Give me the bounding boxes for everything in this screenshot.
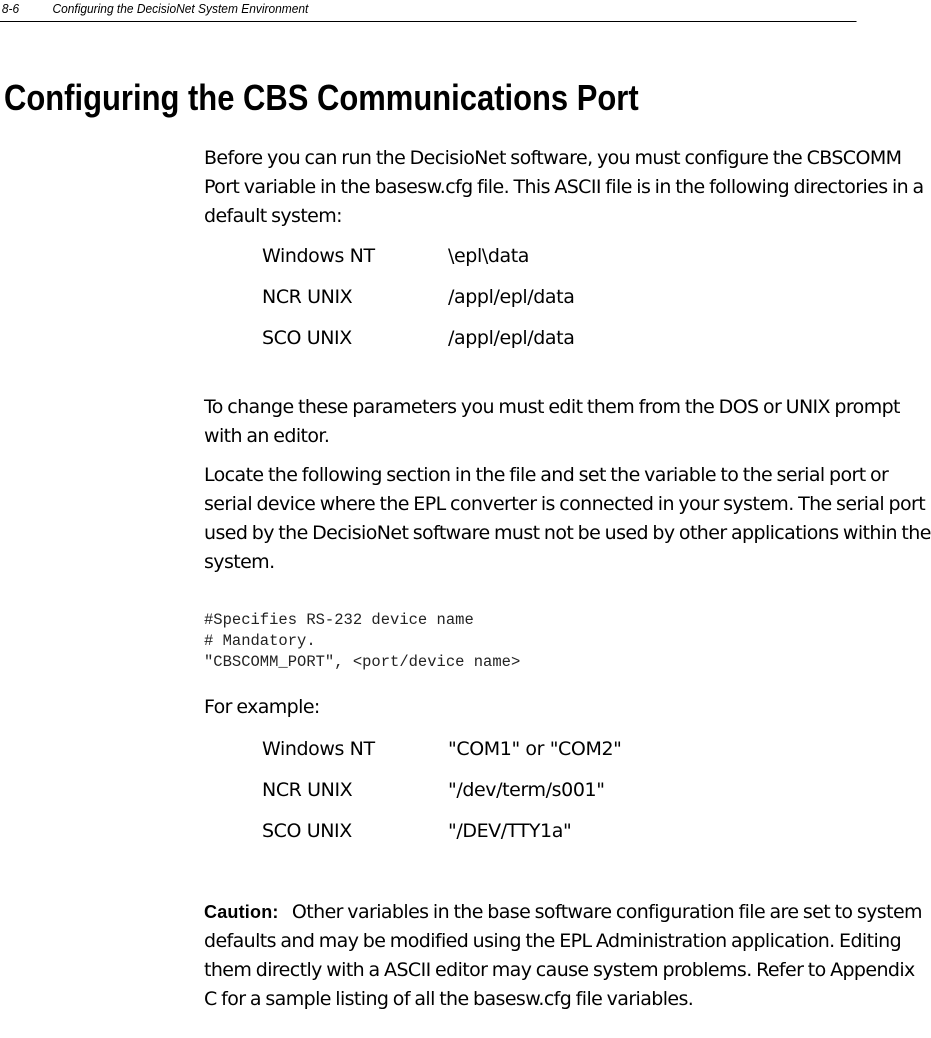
running-header — [0, 0, 857, 22]
os-name: NCR UNIX — [262, 286, 353, 308]
os-name: NCR UNIX — [262, 779, 353, 801]
port-value: "COM1" or "COM2" — [448, 738, 622, 760]
code-line: # Mandatory. — [204, 632, 316, 650]
port-value: "/DEV/TTY1a" — [448, 820, 572, 842]
locate-paragraph: Locate the following section in the file and set the variable to the serial port or serial device where the EPL converter is connected in your system. The serial port used by the DecisioNet software must not be used by other applications within the system. — [204, 464, 931, 573]
caution-note — [204, 898, 931, 1014]
os-name: SCO UNIX — [262, 820, 352, 842]
os-name: Windows NT — [262, 738, 375, 760]
change-paragraph: To change these parameters you must edit them from the DOS or UNIX prompt with an editor. — [204, 396, 900, 447]
directory-path: /appl/epl/data — [448, 327, 575, 349]
caution-label: Caution: — [204, 902, 279, 922]
for-example-label: For example: — [204, 696, 320, 718]
intro-paragraph: Before you can run the DecisioNet software, you must configure the CBSCOMM Port variable in the basesw.cfg file. This ASCII file is in the following directories in a default system: — [204, 147, 924, 227]
os-name: Windows NT — [262, 245, 375, 267]
section-title: Configuring the CBS Communications Port — [4, 77, 639, 118]
code-line: #Specifies RS-232 device name — [204, 611, 474, 629]
running-title: Configuring the DecisioNet System Environment — [52, 1, 309, 16]
config-code-block — [204, 610, 520, 673]
code-line: "CBSCOMM_PORT", <port/device name> — [204, 653, 521, 671]
directory-path: /appl/epl/data — [448, 286, 575, 308]
page-number: 8-6 — [1, 1, 20, 16]
port-value: "/dev/term/s001" — [448, 779, 605, 801]
caution-text: Other variables in the base software configuration file are set to system defaults and may be modified using the EPL Administration application. Editing them directly with a ASCII editor may cause system problems. Refer to Appendix C for a sample listing of all the basesw.cfg file variables. — [204, 901, 922, 1010]
os-name: SCO UNIX — [262, 327, 352, 349]
directory-path: \epl\data — [448, 245, 530, 267]
